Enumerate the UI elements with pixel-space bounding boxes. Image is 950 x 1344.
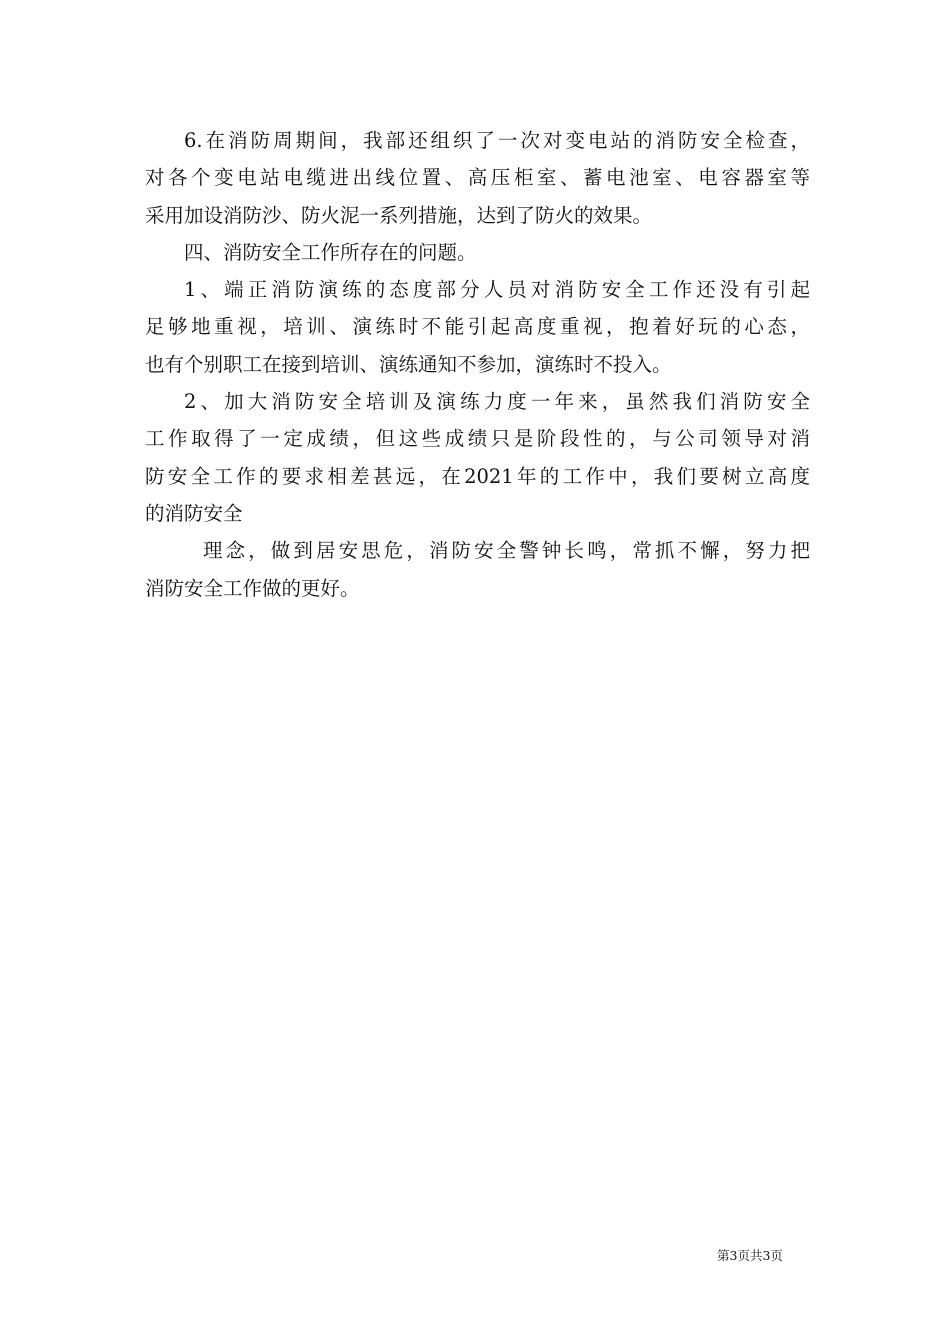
text-line: 足够地重视，培训、演练时不能引起高度重视，抱着好玩的心态，: [145, 315, 810, 339]
text-line: 的消防安全: [145, 501, 243, 525]
text-line: 防安全工作的要求相差甚远，在2021年的工作中，我们要树立高度: [145, 464, 810, 488]
text-line: 工作取得了一定成绩，但这些成绩只是阶段性的，与公司领导对消: [145, 427, 810, 451]
text-line: 1、端正消防演练的态度部分人员对消防安全工作还没有引起: [184, 278, 810, 302]
paragraph-item-2: [145, 383, 810, 532]
text-line: 采用加设消防沙、防火泥一系列措施，达到了防火的效果。: [145, 203, 653, 227]
page-number-footer: 第3页共3页: [717, 1248, 783, 1263]
text-line: 消防安全工作做的更好。: [145, 576, 360, 600]
document-body: [145, 122, 810, 607]
text-line: 理念，做到居安思危，消防安全警钟长鸣，常抓不懈，努力把: [203, 539, 810, 563]
text-line: 6.在消防周期间，我部还组织了一次对变电站的消防安全检查，: [184, 129, 810, 152]
section-heading: 四、消防安全工作所存在的问题。: [184, 240, 477, 264]
text-line: 也有个别职工在接到培训、演练通知不参加，演练时不投入。: [145, 352, 672, 376]
text-line: 对各个变电站电缆进出线位置、高压柜室、蓄电池室、电容器室等: [145, 166, 810, 190]
paragraph-item-1: [145, 271, 810, 383]
section-heading-problems: [145, 234, 810, 271]
paragraph-fire-week-inspection: [145, 122, 810, 234]
text-line: 2、加大消防安全培训及演练力度一年来，虽然我们消防安全: [184, 390, 810, 414]
paragraph-continuation: [145, 532, 810, 607]
